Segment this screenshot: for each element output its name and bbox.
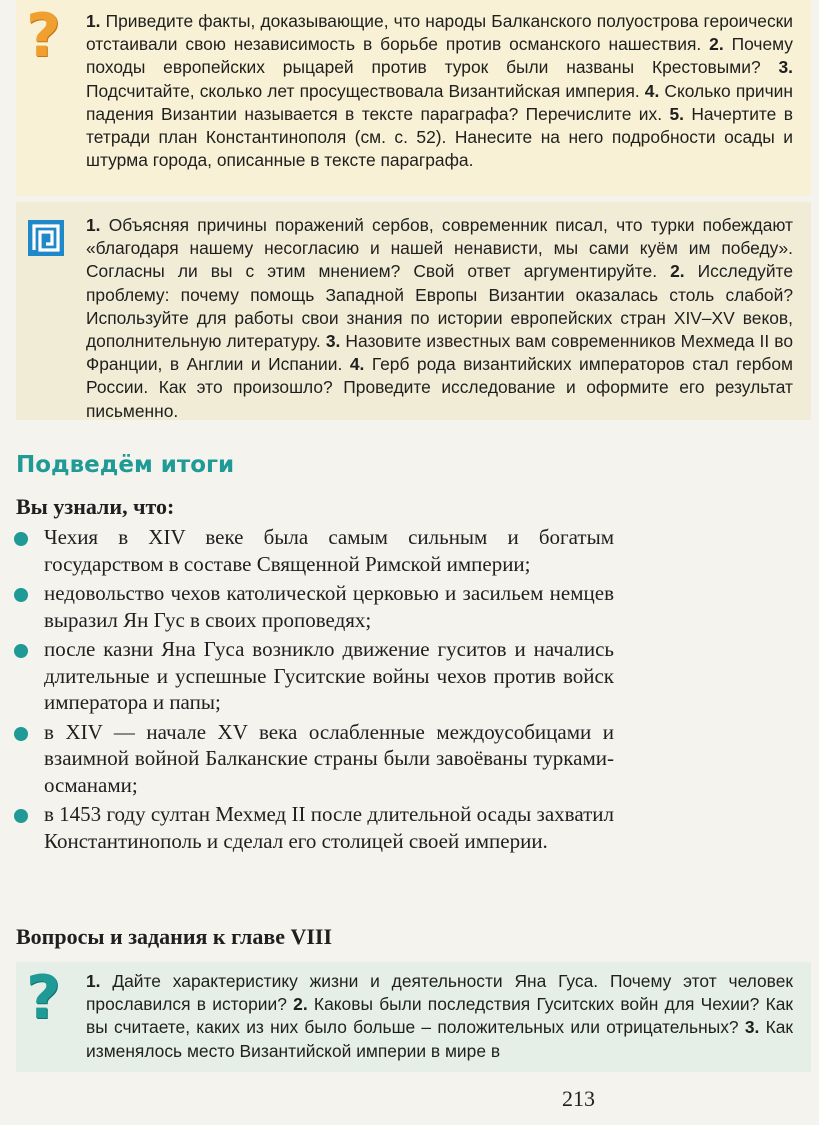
item-text: Начертите в тетради план Константинополя (см. с. 52). Нанесите на него подробности осады и штурма города, описанные в тексте параграфа. <box>86 103 793 171</box>
summary-bullet-list <box>14 524 614 857</box>
item-text: Герб рода византийских императоров стал гербом России. Как это произошло? Проведите исследование и оформите его результат письменно. <box>86 354 793 421</box>
item-text: Дайте характеристику жизни и деятельности Яна Гуса. Почему этот человек прославился в истории? <box>86 971 793 1015</box>
bullet-text: в 1453 году султан Мехмед II после длительной осады захватил Константинополь и сделал его столицей своей империи. <box>44 802 614 853</box>
item-text: Приведите факты, доказывающие, что народы Балканского полуострова героически отстаивали свою независимость в борьбе против османского нашествия. <box>86 11 793 55</box>
bullet-icon <box>14 809 28 823</box>
item-number: 1. <box>86 11 101 31</box>
item-number: 2. <box>670 261 685 282</box>
list-item <box>14 636 614 716</box>
item-text: Как изменялось место Византийской империи в мире в <box>86 1017 793 1061</box>
list-item <box>14 719 614 799</box>
list-item <box>14 801 614 854</box>
item-number: 3. <box>325 331 341 352</box>
item-text: Почему походы европейских рыцарей против турок были названы Крестовыми? <box>86 34 793 78</box>
question-mark-icon: ? <box>26 1 61 71</box>
item-number: 2. <box>709 34 724 55</box>
item-text: Исследуйте проблему: почему помощь Западной Европы Византии оказалась столь слабой? Используйте для работы свои знания по истории европейских стран XIV–XV веков, дополнительную литературу. <box>86 261 793 352</box>
list-item <box>14 524 614 577</box>
review-questions-text <box>86 10 793 172</box>
meander-icon <box>28 220 64 256</box>
bullet-icon <box>14 644 28 658</box>
bullet-icon <box>14 588 28 602</box>
item-number: 5. <box>669 103 684 124</box>
list-item <box>14 580 614 633</box>
item-text: Объясняя причины поражений сербов, современник писал, что турки побеждают «благодаря нашему несогласию и нашей ненависти, мы сами куём им победу». Согласны ли вы с этим мнением? Свой ответ аргументируйте. <box>86 215 793 282</box>
chapter-questions-heading: Вопросы и задания к главе VIII <box>16 924 333 949</box>
page-number: 213 <box>562 1086 595 1111</box>
item-text: Назовите известных вам современников Мехмеда II во Франции, в Англии и Испании. <box>86 331 793 375</box>
item-number: 4. <box>644 80 660 101</box>
summary-heading: Подведём итоги <box>16 452 235 478</box>
item-number: 3. <box>744 1017 760 1038</box>
bullet-text: в XIV — начале XV века ослабленные междоусобицами и взаимной войной Балканские страны были завоёваны турками-османами; <box>44 719 614 797</box>
question-mark-icon: ? <box>26 963 61 1033</box>
bullet-icon <box>14 532 28 546</box>
bullet-icon <box>14 727 28 741</box>
bullet-text: после казни Яна Гуса возникло движение гуситов и начались длительные и успешные Гуситские войны чехов против войск императора и папы; <box>44 637 614 714</box>
item-number: 3. <box>778 57 793 78</box>
review-questions-block <box>16 0 811 196</box>
chapter-questions-block <box>16 962 811 1072</box>
item-number: 1. <box>86 215 101 235</box>
item-number: 2. <box>293 994 308 1015</box>
item-text: Подсчитайте, сколько лет просуществовала Византийская империя. <box>86 80 645 101</box>
chapter-questions-text <box>86 970 793 1063</box>
item-number: 4. <box>349 354 365 375</box>
research-tasks-text <box>86 214 793 423</box>
learned-heading: Вы узнали, что: <box>16 494 175 519</box>
bullet-text: Чехия в XIV веке была самым сильным и богатым государством в составе Священной Римской империи; <box>44 525 614 576</box>
item-text: Каковы были последствия Гуситских войн для Чехии? Как вы считаете, каких из них было больше – положительных или отрицательных? <box>86 994 793 1038</box>
item-number: 1. <box>86 971 101 991</box>
research-tasks-block <box>16 202 811 420</box>
bullet-text: недовольство чехов католической церковью и засильем немцев выразил Ян Гус в своих проповедях; <box>44 581 614 632</box>
item-text: Сколько причин падения Византии называется в тексте параграфа? Перечислите их. <box>86 80 793 124</box>
